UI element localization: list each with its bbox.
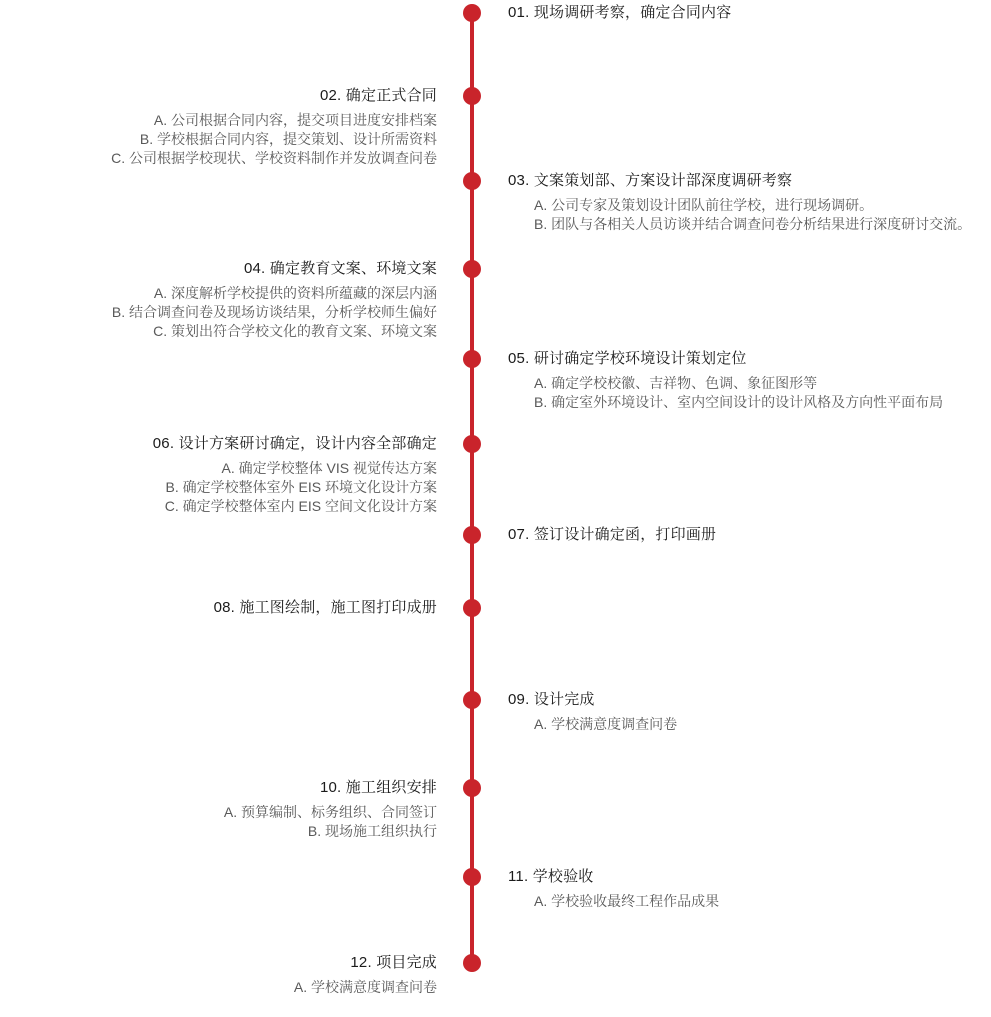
timeline-item-12 bbox=[7, 953, 437, 997]
timeline-dot-01 bbox=[463, 4, 481, 22]
step-title: 12. 项目完成 bbox=[350, 954, 437, 971]
step-title: 06. 设计方案研讨确定，设计内容全部确定 bbox=[152, 435, 437, 452]
timeline-dot-02 bbox=[463, 87, 481, 105]
timeline-item-09 bbox=[508, 690, 988, 734]
step-detail: B. 结合调查问卷及现场访谈结果，分析学校师生偏好 bbox=[111, 304, 437, 320]
step-detail: B. 现场施工组织执行 bbox=[307, 823, 437, 839]
timeline-dot-04 bbox=[463, 260, 481, 278]
step-detail: A. 确定学校整体 VIS 视觉传达方案 bbox=[221, 460, 437, 476]
step-detail: B. 确定室外环境设计、室内空间设计的设计风格及方向性平面布局 bbox=[534, 394, 944, 410]
timeline-item-03 bbox=[508, 171, 988, 234]
step-detail: C. 策划出符合学校文化的教育文案、环境文案 bbox=[153, 323, 437, 339]
step-detail: B. 确定学校整体室外 EIS 环境文化设计方案 bbox=[165, 479, 437, 495]
step-detail: A. 公司根据合同内容，提交项目进度安排档案 bbox=[153, 112, 437, 128]
step-title: 10. 施工组织安排 bbox=[319, 779, 437, 796]
step-details bbox=[7, 803, 437, 841]
step-detail: B. 团队与各相关人员访谈并结合调查问卷分析结果进行深度研讨交流。 bbox=[534, 216, 972, 232]
timeline-dot-08 bbox=[463, 599, 481, 617]
timeline-dot-06 bbox=[463, 435, 481, 453]
timeline-item-02 bbox=[7, 86, 437, 168]
step-title: 08. 施工图绘制，施工图打印成册 bbox=[213, 599, 437, 616]
timeline-dot-11 bbox=[463, 868, 481, 886]
timeline-item-11 bbox=[508, 867, 988, 911]
timeline-dot-07 bbox=[463, 526, 481, 544]
timeline-item-07 bbox=[508, 525, 988, 545]
timeline-dot-05 bbox=[463, 350, 481, 368]
step-detail: A. 学校满意度调查问卷 bbox=[534, 716, 678, 732]
step-detail: A. 学校验收最终工程作品成果 bbox=[534, 893, 720, 909]
step-detail: A. 学校满意度调查问卷 bbox=[293, 979, 437, 995]
step-details bbox=[508, 374, 988, 412]
timeline-item-10 bbox=[7, 778, 437, 841]
timeline-dot-09 bbox=[463, 691, 481, 709]
step-details bbox=[7, 111, 437, 168]
step-details bbox=[508, 892, 988, 911]
step-details bbox=[7, 978, 437, 997]
step-details bbox=[7, 284, 437, 341]
step-title: 05. 研讨确定学校环境设计策划定位 bbox=[508, 350, 747, 367]
timeline-item-06 bbox=[7, 434, 437, 516]
step-details bbox=[7, 459, 437, 516]
step-detail: A. 公司专家及策划设计团队前往学校，进行现场调研。 bbox=[534, 197, 874, 213]
timeline-item-05 bbox=[508, 349, 988, 412]
step-title: 07. 签订设计确定函，打印画册 bbox=[508, 526, 717, 543]
step-title: 09. 设计完成 bbox=[508, 691, 595, 708]
step-detail: A. 深度解析学校提供的资料所蕴藏的深层内涵 bbox=[153, 285, 437, 301]
timeline-dot-10 bbox=[463, 779, 481, 797]
timeline-line bbox=[470, 13, 474, 963]
step-detail: C. 确定学校整体室内 EIS 空间文化设计方案 bbox=[164, 498, 437, 514]
step-detail: B. 学校根据合同内容，提交策划、设计所需资料 bbox=[139, 131, 437, 147]
timeline-item-08 bbox=[7, 598, 437, 618]
timeline-item-04 bbox=[7, 259, 437, 341]
step-title: 02. 确定正式合同 bbox=[319, 87, 437, 104]
step-detail: A. 确定学校校徽、吉祥物、色调、象征图形等 bbox=[534, 375, 818, 391]
timeline-item-01 bbox=[508, 3, 988, 23]
step-details bbox=[508, 196, 988, 234]
step-detail: C. 公司根据学校现状、学校资料制作并发放调查问卷 bbox=[111, 150, 437, 166]
step-title: 03. 文案策划部、方案设计部深度调研考察 bbox=[508, 172, 793, 189]
step-detail: A. 预算编制、标务组织、合同签订 bbox=[223, 804, 437, 820]
step-title: 11. 学校验收 bbox=[508, 868, 594, 885]
timeline-dot-12 bbox=[463, 954, 481, 972]
timeline-dot-03 bbox=[463, 172, 481, 190]
step-details bbox=[508, 715, 988, 734]
step-title: 01. 现场调研考察，确定合同内容 bbox=[508, 4, 732, 21]
step-title: 04. 确定教育文案、环境文案 bbox=[243, 260, 437, 277]
